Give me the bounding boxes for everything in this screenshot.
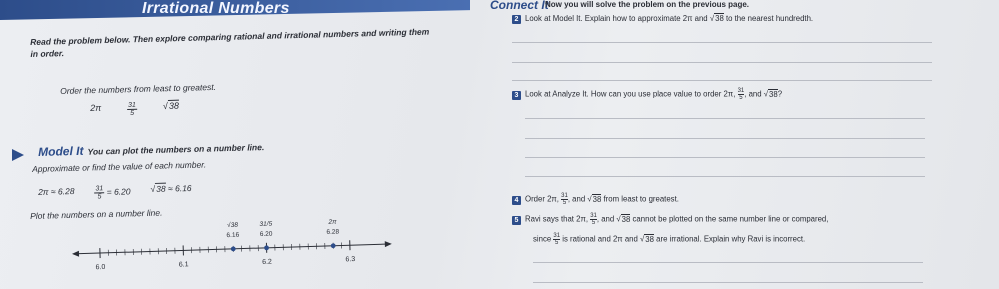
question-4: 4 Order 2π, $\frac{31}{5}$ , and √38 from least to greatest. <box>512 193 679 206</box>
answer-line <box>533 282 923 283</box>
approx-sqrt: √38 ≈ 6.16 <box>150 182 192 195</box>
answer-line <box>533 262 923 263</box>
tick-label: 6.2 <box>262 258 272 266</box>
intro-instruction: Read the problem below. Then explore comparing rational and irrational numbers and writing them in order. <box>30 26 430 59</box>
question-3-number: 3 <box>512 91 521 100</box>
connect-it-instruction: Now you will solve the problem on the previous page. <box>545 0 750 9</box>
arrow-left-icon <box>72 251 79 257</box>
model-it-arrow-icon <box>12 149 24 161</box>
question-5-continued: since $\frac{31}{5}$ is rational and 2π and √38 are irrational. Explain why Ravi is incorrect. <box>533 233 806 246</box>
connect-it-heading: Connect It <box>490 0 549 12</box>
lesson-title: Irrational Numbers <box>142 0 290 17</box>
answer-line <box>512 80 932 81</box>
approx-prompt: Approximate or find the value of each number. <box>32 159 207 174</box>
point-value-label: 6.28 <box>326 228 340 236</box>
answer-line <box>512 62 932 63</box>
model-it-heading: Model It You can plot the numbers on a number line. <box>38 142 265 159</box>
tick-label: 6.0 <box>95 263 106 272</box>
tick-label: 6.3 <box>345 256 356 264</box>
tick-label: 6.1 <box>178 261 189 269</box>
question-5-number: 5 <box>512 216 521 225</box>
order-prompt: Order the numbers from least to greatest. <box>60 81 217 96</box>
question-3: 3 Look at Analyze It. How can you use place value to order 2π, $\frac{31}{5}$ , and √38? <box>512 88 782 101</box>
point-label: 2π <box>328 218 337 226</box>
answer-line <box>525 157 925 158</box>
point-value-label: 6.20 <box>259 230 273 239</box>
point-label: 31/5 <box>259 220 273 229</box>
question-2: 2 Look at Model It. Explain how to approximate 2π and √38 to the nearest hundredth. <box>512 14 813 24</box>
answer-line <box>525 176 925 177</box>
approx-two-pi: 2π ≈ 6.28 <box>38 186 75 197</box>
answer-line <box>525 118 925 119</box>
point-label: √38 <box>227 221 239 230</box>
approx-fraction: $\frac{31}{5}$ = 6.20 <box>95 185 131 201</box>
question-2-number: 2 <box>512 15 521 24</box>
point-value-label: 6.16 <box>226 231 240 240</box>
plotted-point <box>264 245 269 250</box>
fraction-31-5: $\frac{31}{5}$ <box>128 101 137 117</box>
sqrt-38-value: √38 <box>162 100 180 112</box>
answer-line <box>512 42 932 43</box>
two-pi-value: 2π <box>90 102 102 113</box>
numbers-to-order <box>90 101 179 118</box>
question-4-number: 4 <box>512 196 521 205</box>
arrow-right-icon <box>385 241 392 247</box>
approximations <box>38 183 192 202</box>
question-5: 5 Ravi says that 2π, $\frac{31}{5}$ , and √38 cannot be plotted on the same number line or compared, <box>512 213 828 226</box>
plotted-point <box>331 243 336 248</box>
plotted-point <box>231 246 236 251</box>
number-line <box>70 214 400 280</box>
answer-line <box>525 138 925 139</box>
plot-prompt: Plot the numbers on a number line. <box>30 207 163 221</box>
